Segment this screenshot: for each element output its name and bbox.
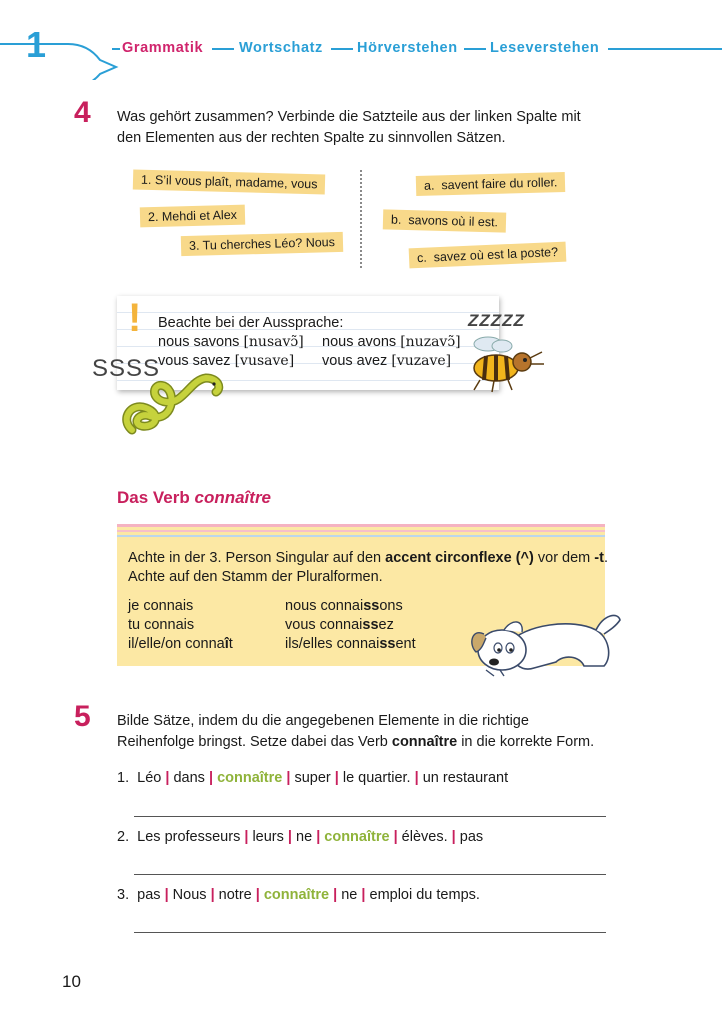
word-chunk: Nous — [172, 887, 207, 903]
answer-line-2[interactable] — [134, 874, 606, 875]
conjugation-form — [128, 598, 193, 614]
form-ending: ent — [395, 636, 416, 652]
exclamation-icon: ! — [128, 296, 142, 340]
note-title: Beachte bei der Aussprache: — [158, 315, 344, 331]
word-chunk: Léo — [137, 770, 162, 786]
instruction-line: Bilde Sätze, indem du die angegebenen Elemente in die richtige — [117, 713, 529, 729]
answer-line-1[interactable] — [134, 816, 606, 817]
match-right-item-a[interactable] — [416, 172, 566, 196]
form-highlight: ss — [363, 598, 380, 614]
section-title — [117, 488, 271, 508]
separator: | — [451, 829, 456, 845]
nav-grammatik: Grammatik — [122, 40, 204, 56]
form-highlight: ss — [379, 636, 396, 652]
separator: | — [361, 887, 366, 903]
snake-illustration — [120, 372, 230, 436]
match-left-item-3[interactable]: 3. Tu cherches Léo? Nous — [181, 232, 343, 256]
bee-sound-text: ZZZZZ — [468, 311, 525, 330]
note-row — [322, 353, 451, 369]
rule-line: Achte auf den Stamm der Pluralformen. — [128, 569, 383, 585]
nav-hoerverstehen: Hörverstehen — [357, 40, 458, 56]
instruction-line: Was gehört zusammen? Verbinde die Satzteile aus der linken Spalte mit — [117, 109, 581, 125]
separator: | — [393, 829, 398, 845]
verb-chunk: connaître — [217, 770, 283, 786]
instruction-text: in die korrekte Form. — [461, 734, 595, 750]
verb-chunk: connaître — [263, 887, 330, 903]
nav-leseverstehen: Leseverstehen — [490, 40, 600, 56]
box-stripe — [117, 524, 605, 527]
conjugation-form — [128, 617, 194, 633]
note-row — [322, 334, 461, 350]
rule-text: Achte in der 3. Person Singular auf den — [128, 550, 382, 566]
header-dash — [331, 48, 353, 50]
exercise-number: 4 — [74, 96, 91, 129]
word: nous savons — [158, 334, 240, 350]
title-prefix: Das Verb — [117, 488, 190, 507]
item-letter: b. — [390, 212, 402, 227]
separator: | — [255, 887, 260, 903]
instruction-line — [117, 732, 594, 753]
rule-bold: accent circonflexe (^) — [385, 550, 534, 566]
sentence-item-3 — [117, 887, 480, 903]
answer-line-3[interactable] — [134, 932, 606, 933]
separator: | — [287, 829, 292, 845]
bee-illustration — [460, 334, 550, 394]
separator: | — [286, 770, 291, 786]
separator: | — [334, 770, 339, 786]
separator: | — [165, 770, 170, 786]
word-chunk: le quartier. — [342, 770, 411, 786]
word: vous savez — [158, 353, 231, 369]
word-chunk: pas — [137, 887, 161, 903]
word-chunk: dans — [173, 770, 205, 786]
item-number: 3. — [117, 887, 130, 903]
note-row — [158, 334, 304, 350]
word: vous avez — [322, 353, 388, 369]
exercise-number: 5 — [74, 700, 91, 733]
word-chunk: Les professeurs — [137, 829, 241, 845]
form-stem: il/elle/on conna — [128, 636, 225, 652]
form-ending: ez — [378, 617, 394, 633]
item-letter: c. — [416, 250, 428, 266]
chapter-number: 1 — [26, 24, 47, 65]
word-chunk: élèves. — [401, 829, 448, 845]
form-stem: nous connai — [285, 598, 364, 614]
rule-text: . — [603, 550, 608, 566]
title-verb: connaître — [194, 488, 272, 507]
word-chunk: ne — [296, 829, 313, 845]
rule-line — [128, 550, 608, 566]
item-number: 1. — [117, 770, 130, 786]
form-highlight: î — [224, 636, 229, 652]
sentence-item-1 — [117, 770, 508, 786]
separator: | — [333, 887, 338, 903]
conjugation-form — [285, 636, 416, 652]
word-chunk: ne — [341, 887, 358, 903]
separator: | — [244, 829, 249, 845]
dog-illustration — [464, 604, 624, 680]
box-stripe — [117, 530, 605, 532]
word-chunk: emploi du temps. — [369, 887, 480, 903]
conjugation-form — [285, 598, 403, 614]
item-letter: a. — [423, 178, 435, 193]
instruction-text: Reihenfolge bringst. Setze dabei das Verb — [117, 734, 388, 750]
separator: | — [208, 770, 214, 786]
match-left-item-2[interactable]: 2. Mehdi et Alex — [140, 205, 245, 228]
word-chunk: super — [294, 770, 331, 786]
separator: | — [414, 770, 419, 786]
word-chunk: leurs — [252, 829, 284, 845]
ipa: [vusave] — [234, 353, 295, 369]
ipa: [nuzavɔ̃] — [400, 334, 461, 350]
form-stem: tu connais — [128, 617, 195, 633]
item-text: savons où il est. — [408, 213, 499, 230]
instruction-line: den Elementen aus der rechten Spalte zu sinnvollen Sätzen. — [117, 130, 506, 146]
separator: | — [164, 887, 169, 903]
header-dash — [212, 48, 234, 50]
snake-sound-text: SSSS — [92, 355, 161, 382]
exercise-instruction — [117, 711, 594, 753]
nav-wortschatz: Wortschatz — [239, 40, 323, 56]
header-dash — [464, 48, 486, 50]
word-chunk: notre — [218, 887, 252, 903]
verb-chunk: connaître — [324, 829, 390, 845]
column-divider — [360, 170, 362, 268]
ipa: [nusavɔ̃] — [243, 334, 304, 350]
sentence-item-2 — [117, 829, 483, 845]
rule-bold: -t — [594, 550, 604, 566]
match-left-item-1[interactable]: 1. S’il vous plaît, madame, vous — [133, 169, 326, 194]
exercise-instruction — [117, 107, 581, 149]
conjugation-form — [128, 636, 233, 652]
item-text: savez où est la poste? — [433, 244, 559, 265]
ipa: [vuzave] — [391, 353, 452, 369]
instruction-bold: connaître — [391, 734, 458, 750]
page-number: 10 — [62, 972, 81, 991]
item-number: 2. — [117, 829, 130, 845]
form-stem: vous connai — [285, 617, 363, 633]
header-dash — [112, 48, 120, 50]
rule-text: vor dem — [537, 550, 591, 566]
form-stem: ils/elles connai — [285, 636, 380, 652]
note-row — [158, 353, 294, 369]
match-right-item-c[interactable] — [409, 242, 567, 269]
word-chunk: un restaurant — [422, 770, 509, 786]
conjugation-form — [285, 617, 394, 633]
separator: | — [210, 887, 215, 903]
word: nous avons — [322, 334, 397, 350]
form-ending: t — [228, 636, 233, 652]
header-dash — [608, 48, 722, 50]
form-highlight: ss — [362, 617, 379, 633]
box-stripe — [117, 535, 605, 537]
separator: | — [316, 829, 321, 845]
form-ending: ons — [379, 598, 403, 614]
match-right-item-b[interactable] — [383, 209, 507, 232]
word-chunk: pas — [459, 829, 484, 845]
form-stem: je connais — [128, 598, 194, 614]
item-text: savent faire du roller. — [441, 175, 558, 193]
